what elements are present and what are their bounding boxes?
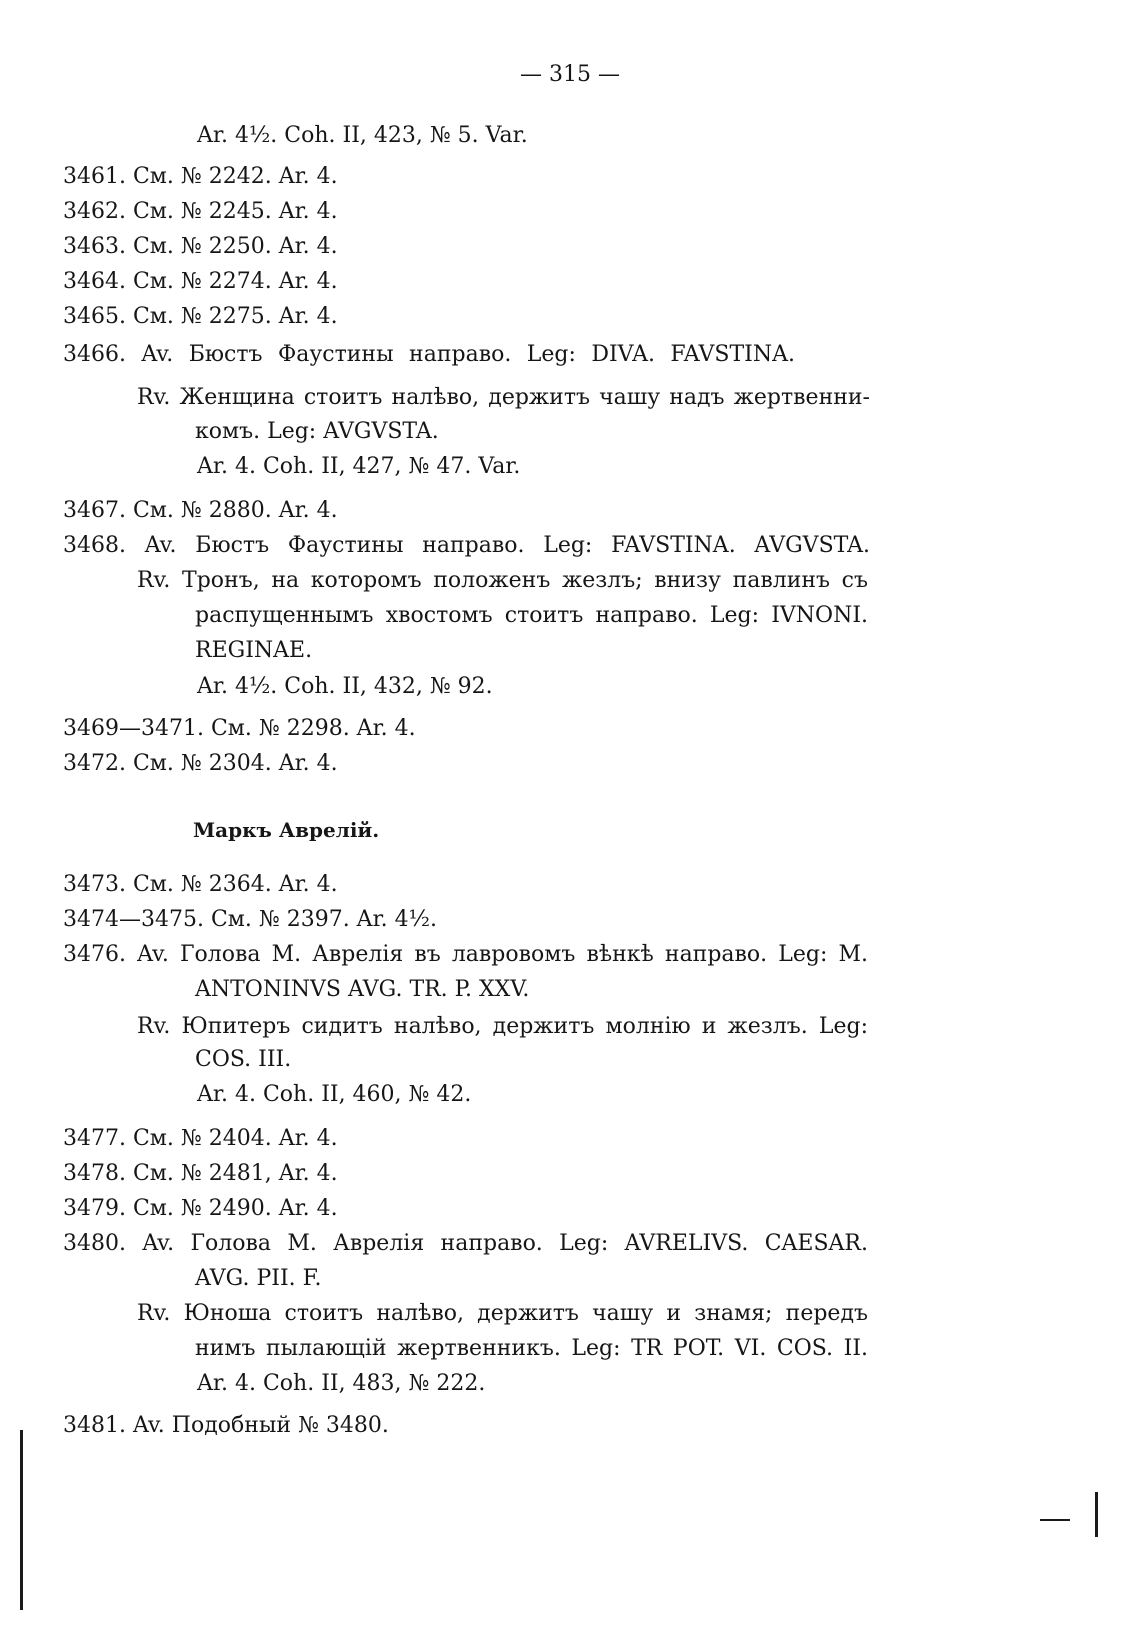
entry-line: нимъ пылающій жертвенникъ. Leg: TR POT. VI. COS. II. [195,1336,868,1361]
entry-line: COS. III. [195,1047,292,1072]
scan-dash-mark [1040,1519,1070,1521]
entry-line: Rv. Женщина стоитъ налѣво, держитъ чашу надъ жертвенни- [137,385,870,410]
entry-line: распущеннымъ хвостомъ стоитъ направо. Leg: IVNONI. [195,603,868,628]
entry-line: Ar. 4½. Coh. II, 423, № 5. Var. [197,123,528,148]
page-number: — 315 — [520,62,620,87]
entry-line: 3466. Av. Бюстъ Фаустины направо. Leg: DIVA. FAVSTINA. [63,342,795,367]
entry-line: 3462. См. № 2245. Ar. 4. [63,199,338,224]
entry-line: Ar. 4. Coh. II, 483, № 222. [197,1371,486,1396]
entry-line: 3480. Av. Голова М. Аврелія направо. Leg: AVRELIVS. CAESAR. [63,1231,868,1256]
entry-line: 3473. См. № 2364. Ar. 4. [63,872,338,897]
scan-edge-mark [1095,1492,1098,1537]
entry-line: 3465. См. № 2275. Ar. 4. [63,304,338,329]
entry-line: 3461. См. № 2242. Ar. 4. [63,164,338,189]
entry-line: 3479. См. № 2490. Ar. 4. [63,1196,338,1221]
entry-line: 3463. См. № 2250. Ar. 4. [63,234,338,259]
entry-line: 3472. См. № 2304. Ar. 4. [63,751,338,776]
entry-line: REGINAE. [195,638,313,663]
entry-line: Rv. Юноша стоитъ налѣво, держитъ чашу и знамя; передъ [137,1301,868,1326]
entry-line: 3468. Av. Бюстъ Фаустины направо. Leg: FAVSTINA. AVGVSTA. [63,533,870,558]
entry-line: комъ. Leg: AVGVSTA. [195,419,439,444]
entry-line: Ar. 4½. Coh. II, 432, № 92. [197,674,493,699]
entry-line: ANTONINVS AVG. TR. P. XXV. [195,977,530,1002]
scan-edge-line [20,1430,23,1610]
section-heading: Маркъ Аврелій. [193,818,380,842]
entry-line: 3474—3475. См. № 2397. Ar. 4½. [63,907,437,932]
entry-line: AVG. PII. F. [195,1266,322,1291]
entry-line: Ar. 4. Coh. II, 460, № 42. [197,1082,472,1107]
entry-line: Ar. 4. Coh. II, 427, № 47. Var. [197,454,521,479]
entry-line: 3476. Av. Голова М. Аврелія въ лавровомъ вѣнкѣ направо. Leg: M. [63,942,868,967]
entry-line: 3478. См. № 2481, Ar. 4. [63,1161,338,1186]
entry-line: 3477. См. № 2404. Ar. 4. [63,1126,338,1151]
entry-line: Rv. Юпитеръ сидитъ налѣво, держитъ молнію и жезлъ. Leg: [137,1014,868,1039]
entry-line: 3464. См. № 2274. Ar. 4. [63,269,338,294]
entry-line: Rv. Тронъ, на которомъ положенъ жезлъ; внизу павлинъ съ [137,568,868,593]
entry-line: 3481. Av. Подобный № 3480. [63,1413,389,1438]
entry-line: 3469—3471. См. № 2298. Ar. 4. [63,716,416,741]
entry-line: 3467. См. № 2880. Ar. 4. [63,498,338,523]
